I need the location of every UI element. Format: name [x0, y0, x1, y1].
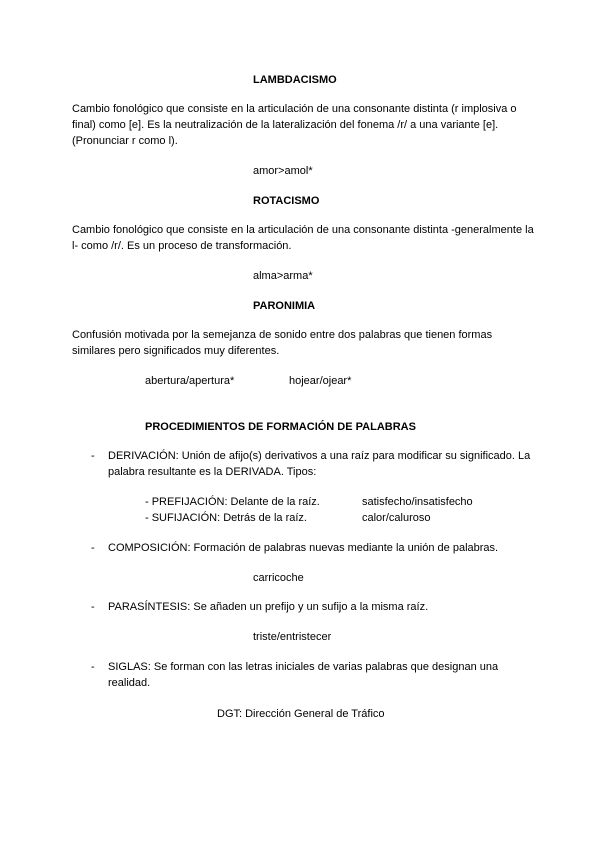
heading-procedimientos: PROCEDIMIENTOS DE FORMACIÓN DE PALABRAS: [145, 421, 416, 433]
paronimia-example-1: abertura/apertura*: [145, 375, 235, 387]
bullet-marker: -: [91, 450, 95, 462]
parasintesis-definition: PARASÍNTESIS: Se añaden un prefijo y un sufijo a la misma raíz.: [108, 601, 429, 613]
siglas-example: DGT: Dirección General de Tráfico: [217, 708, 385, 720]
bullet-marker: -: [91, 542, 95, 554]
bullet-marker: -: [91, 661, 95, 673]
siglas-definition: SIGLAS: Se forman con las letras iniciales de varias palabras que designan una realidad.: [108, 661, 499, 689]
sufijacion-example: calor/caluroso: [362, 512, 431, 524]
rotacismo-example: alma>arma*: [253, 270, 313, 282]
rotacismo-definition: Cambio fonológico que consiste en la articulación de una consonante distinta -generalmente la l- como /r/. Es un proceso de transformación.: [72, 224, 534, 252]
heading-lambdacismo: LAMBDACISMO: [253, 74, 337, 86]
lambdacismo-example: amor>amol*: [253, 165, 313, 177]
composicion-example: carricoche: [253, 572, 304, 584]
sufijacion-label: - SUFIJACIÓN: Detrás de la raíz.: [145, 512, 307, 524]
heading-paronimia: PARONIMIA: [253, 300, 316, 312]
composicion-definition: COMPOSICIÓN: Formación de palabras nuevas mediante la unión de palabras.: [108, 542, 499, 554]
paronimia-example-2: hojear/ojear*: [289, 375, 352, 387]
prefijacion-label: - PREFIJACIÓN: Delante de la raíz.: [145, 496, 320, 508]
paronimia-definition: Confusión motivada por la semejanza de sonido entre dos palabras que tienen formas similares pero significados muy diferentes.: [72, 329, 493, 357]
heading-rotacismo: ROTACISMO: [253, 195, 320, 207]
lambdacismo-definition: Cambio fonológico que consiste en la articulación de una consonante distinta (r implosiva o final) como [e]. Es la neutralización de la lateralización del fonema /r/ a una variante [e]. (Pronunciar r como l).: [72, 103, 517, 147]
derivacion-definition: DERIVACIÓN: Unión de afijo(s) derivativos a una raíz para modificar su significado. La palabra resultante es la DERIVADA. Tipos:: [108, 450, 531, 478]
bullet-marker: -: [91, 601, 95, 613]
parasintesis-example: triste/entristecer: [253, 631, 332, 643]
prefijacion-example: satisfecho/insatisfecho: [362, 496, 473, 508]
